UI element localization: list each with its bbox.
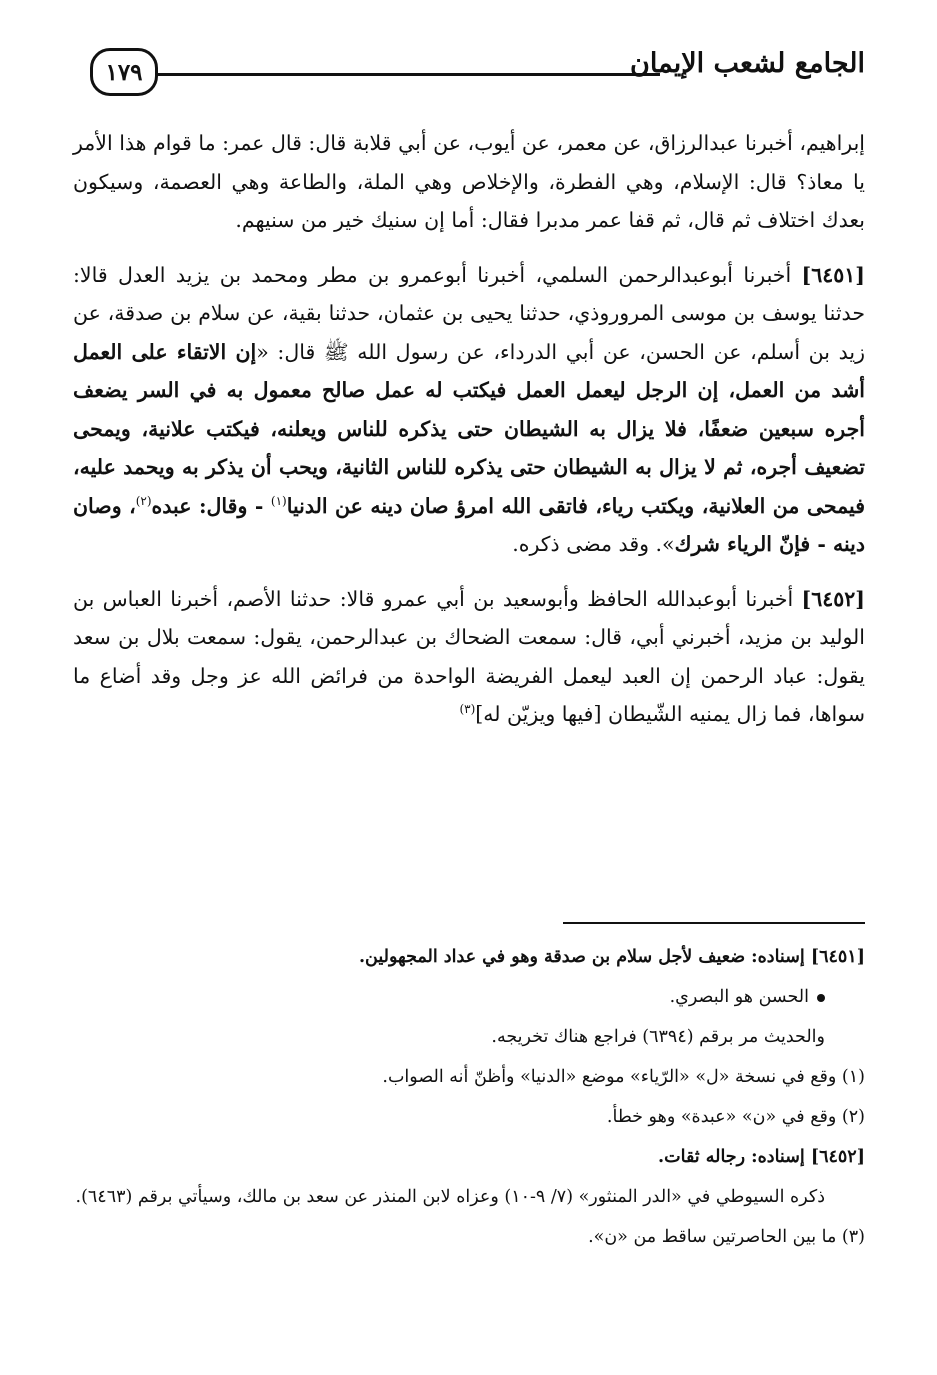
footnote-ref: (١) <box>270 493 287 508</box>
hadith-6452 <box>73 580 865 734</box>
footnote-2: (٢) وقع في «ن» «عبدة» وهو خطأ. <box>606 1107 865 1127</box>
narration-text: أخبرنا أبوعبدالله الحافظ وأبوسعيد بن أبي عمرو قالا: حدثنا الأصم، أخبرنا العباس بن الوليد بن مزيد، أخبرني أبي، قال: سمعت الضحاك بن عبدالرحمن، يقول: سمعت بلال بن سعد يقول: عباد الرحمن إن العبد ليعمل الفريضة الواحدة من فرائض الله عز وجل وقد أضاع ما سواها، فما زال يمنيه الشّيطان [فيها ويزيّن له] <box>73 586 865 726</box>
footnote-6452: [٦٤٥٢] إسناده: رجاله ثقات. <box>658 1147 865 1167</box>
hadith-number: [٦٤٥٢] <box>801 586 865 611</box>
footnote-1: (١) وقع في نسخة «ل» «الرّياء» موضع «الدنيا» وأظنّ أنه الصواب. <box>382 1067 865 1087</box>
running-header <box>90 42 865 106</box>
footnote-divider <box>563 922 865 924</box>
closing-text: ». وقد مضى ذكره. <box>512 532 675 556</box>
bullet-icon <box>817 994 825 1002</box>
variant-note: - وقال: عبده <box>151 493 271 518</box>
hadith-number: [٦٤٥١] <box>801 262 865 287</box>
footnote-6451-note <box>73 980 865 1014</box>
footnote-6452-note: ذكره السيوطي في «الدر المنثور» (٧/ ٩-١٠) وعزاه لابن المنذر عن سعد بن مالك، وسيأتي برقم (٦٤٦٣). <box>75 1187 825 1207</box>
footnotes <box>73 940 865 1260</box>
page-number: ١٧٩ <box>90 48 158 96</box>
footnote-6451: [٦٤٥١] إسناده: ضعيف لأجل سلام بن صدقة وهو في عداد المجهولين. <box>358 947 865 967</box>
footnote-3: (٣) ما بين الحاصرتين ساقط من «ن». <box>588 1227 865 1247</box>
header-rule <box>156 73 660 76</box>
footnote-ref: (٢) <box>135 493 152 508</box>
paragraph-continuation: إبراهيم، أخبرنا عبدالرزاق، عن معمر، عن أيوب، عن أبي قلابة قال: قال عمر: ما قوام هذا الأمر يا معاذ؟ قال: الإسلام، وهي الفطرة، والإخلاص وهي الملة، والطاعة وهي العصمة، وسيكون بعدك اختلاف ثم قال، ثم قفا عمر مدبرا فقال: أما إن سنيك خير من سنيهم. <box>73 131 865 232</box>
main-text <box>73 124 865 750</box>
matn-text-end: ، وصان دينه - فإنّ الرياء شرك <box>73 493 865 556</box>
book-title: الجامع لشعب الإيمان <box>630 48 865 79</box>
hadith-6451 <box>73 256 865 564</box>
matn-text: إن الاتقاء على العمل أشد من العمل، إن الرجل ليعمل العمل فيكتب له عمل صالح معمول به في السر يضعف أجره سبعين ضعفًا، فلا يزال به الشيطان حتى يذكره للناس ويعلنه، فيكتب علانية، ويمحى تضعيف أجره، ثم لا يزال به الشيطان حتى يذكره للناس الثانية، ويحب أن يذكر به ويحمد عليه، فيمحى من العلانية، ويكتب رياء، فاتقى الله امرؤ صان دينه عن الدنيا <box>73 339 865 518</box>
footnote-ref: (٣) <box>459 702 476 717</box>
footnote-text: الحسن هو البصري. <box>669 987 809 1007</box>
footnote-6451-ref: والحديث مر برقم (٦٣٩٤) فراجع هناك تخريجه. <box>491 1027 825 1047</box>
isnad-text: أخبرنا أبوعبدالرحمن السلمي، أخبرنا أبوعمرو بن مطر ومحمد بن يزيد العدل قالا: حدثنا يوسف بن موسى المروروذي، حدثنا يحيى بن عثمان، حدثنا بقية، عن سلام بن صدقة، عن زيد بن أسلم، عن الحسن، عن أبي الدرداء، عن رسول الله ﷺ قال: « <box>73 262 866 364</box>
